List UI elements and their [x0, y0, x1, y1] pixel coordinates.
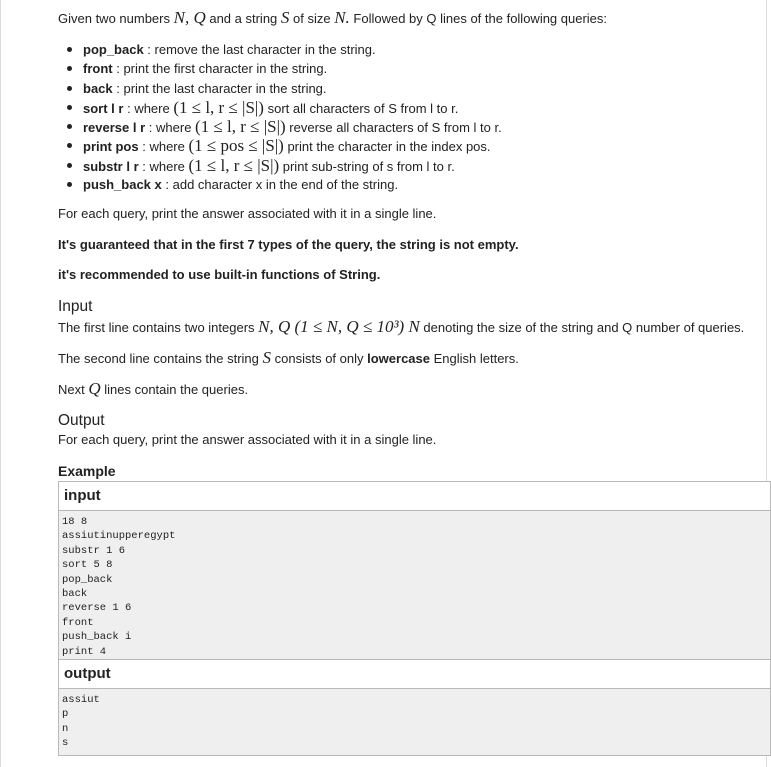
query-desc: reverse all characters of S from l to r.: [285, 120, 502, 136]
query-command: sort l r: [83, 100, 124, 116]
query-math: (1 ≤ l, r ≤ |S|): [173, 97, 264, 117]
query-command: substr l r: [83, 158, 139, 174]
query-sep: :: [123, 100, 135, 116]
query-math: (1 ≤ l, r ≤ |S|): [195, 117, 286, 137]
query-desc: where: [149, 139, 189, 155]
query-desc: print the character in the index pos.: [283, 139, 491, 155]
query-sep: :: [112, 61, 124, 77]
input-text: The second line contains the string: [58, 351, 263, 366]
example-input-label: input: [59, 482, 770, 511]
query-desc: where: [149, 158, 189, 174]
output-section-title: Output: [58, 412, 105, 429]
example-title: Example: [58, 463, 116, 479]
query-command: reverse l r: [83, 120, 146, 136]
intro-part: Given two numbers: [58, 11, 174, 26]
input-line: reverse 1 6: [62, 602, 132, 615]
input-line: back: [62, 587, 88, 600]
input-line: 18 8: [62, 516, 88, 528]
output-line: n: [62, 722, 69, 735]
input-bold: lowercase: [367, 351, 430, 366]
example-output-content[interactable]: [59, 689, 770, 755]
query-item: [58, 156, 502, 175]
intro-part: of size: [289, 11, 335, 26]
query-item: [58, 79, 502, 98]
query-command: pop_back: [83, 42, 144, 57]
query-desc: sort all characters of S from l to r.: [263, 100, 459, 116]
query-command: push_back x: [83, 177, 162, 193]
query-item: [58, 59, 502, 78]
example-output-label: output: [59, 660, 770, 689]
intro-math: N.: [334, 8, 350, 27]
output-text: For each query, print the answer associated with it in a single line.: [58, 432, 437, 447]
intro-text: [58, 9, 607, 28]
input-line: sort 5 8: [62, 559, 113, 572]
input-line: assiutinupperegypt: [62, 530, 176, 543]
input-text: lines contain the queries.: [100, 382, 249, 397]
input-line-2: [58, 349, 519, 368]
output-line: assiut: [62, 694, 100, 706]
input-text: The first line contains two integers: [58, 320, 259, 335]
input-line: front: [62, 616, 94, 629]
input-line: pop_back: [62, 573, 113, 586]
input-line-1: [58, 318, 744, 337]
query-command: front: [83, 61, 113, 77]
answer-paragraph: For each query, print the answer associated with it in a single line.: [58, 206, 437, 221]
input-line: print 4: [62, 645, 107, 658]
input-line: substr 1 6: [62, 544, 126, 557]
recommend-paragraph: it's recommended to use built-in functions of String.: [58, 267, 381, 282]
query-sep: :: [143, 42, 155, 57]
input-section-title: Input: [58, 298, 93, 315]
input-text: English letters.: [430, 351, 519, 366]
query-sep: :: [138, 139, 150, 155]
example-input-box: [58, 481, 771, 664]
output-line: s: [62, 737, 69, 750]
intro-math: S: [280, 8, 290, 27]
query-desc: where: [134, 100, 174, 116]
output-line: p: [62, 708, 69, 721]
query-command: print pos: [83, 139, 139, 155]
query-sep: :: [145, 120, 157, 136]
query-command: back: [83, 80, 113, 96]
query-sep: :: [138, 158, 150, 174]
query-item: [58, 175, 502, 194]
query-desc: remove the last character in the string.: [154, 42, 376, 57]
input-text: Next: [58, 382, 89, 397]
example-output-box: [58, 659, 771, 756]
input-math: S: [262, 348, 272, 367]
input-text: consists of only: [271, 351, 368, 366]
input-math: Q: [88, 379, 101, 398]
query-desc: where: [156, 120, 196, 136]
query-math: (1 ≤ l, r ≤ |S|): [188, 155, 280, 175]
query-sep: :: [112, 80, 124, 96]
input-math: N, Q (1 ≤ N, Q ≤ 10³) N: [258, 317, 420, 336]
input-text: denoting the size of the string and Q number of queries.: [419, 320, 745, 335]
intro-part: Followed by Q lines of the following queries:: [349, 11, 608, 26]
query-desc: print the first character in the string.: [123, 61, 328, 77]
query-math: (1 ≤ pos ≤ |S|): [188, 136, 284, 156]
input-line: push_back i: [62, 631, 132, 644]
query-item: [58, 117, 502, 136]
example-input-content[interactable]: [59, 511, 770, 663]
query-item: [58, 98, 502, 117]
query-desc: print sub-string of s from l to r.: [279, 158, 455, 174]
query-desc: print the last character in the string.: [123, 80, 327, 96]
query-item: [58, 40, 502, 59]
query-list: [58, 40, 502, 194]
input-line-3: [58, 380, 248, 399]
guarantee-paragraph: It's guaranteed that in the first 7 types of the query, the string is not empty.: [58, 237, 519, 252]
intro-math: N, Q: [173, 8, 206, 27]
query-sep: :: [161, 177, 173, 193]
intro-part: and a string: [205, 11, 281, 26]
query-item: [58, 136, 502, 155]
query-desc: add character x in the end of the string.: [172, 177, 399, 193]
